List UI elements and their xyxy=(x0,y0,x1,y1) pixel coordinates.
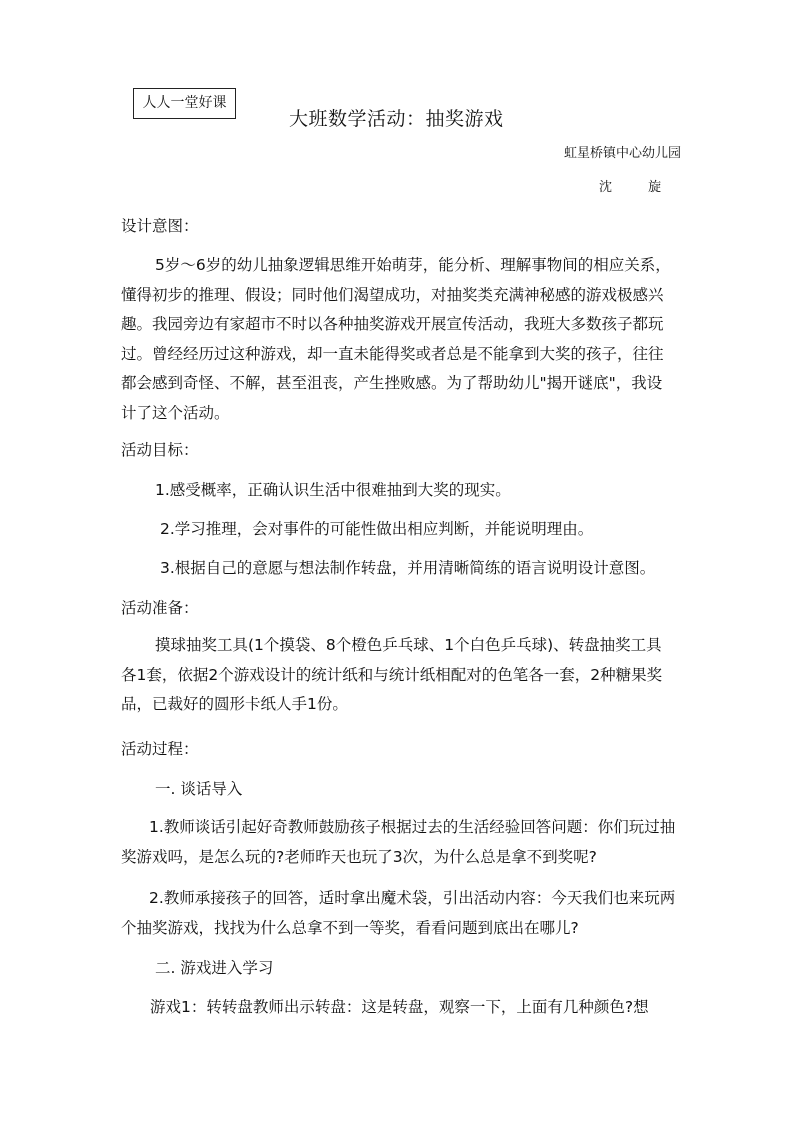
design-heading: 设计意图： xyxy=(121,217,199,235)
design-paragraph: 5岁～6岁的幼儿抽象逻辑思维开始萌芽，能分析、理解事物间的相应关系，懂得初步的推理、假设；同时他们渴望成功，对抽奖类充满神秘感的游戏极感兴趣。我园旁边有家超市不时以各种抽奖游戏开展宣传活动，我班大多数孩子都玩过。曾经经历过这种游戏，却一直未能得奖或者总是不能拿到大奖的孩子，往往都会感到奇怪、不解，甚至沮丧，产生挫败感。为了帮助幼儿"揭开谜底"，我设计了这个活动。 xyxy=(121,256,671,422)
game1-paragraph: 游戏1：转转盘教师出示转盘：这是转盘，观察一下，上面有几种颜色?想 xyxy=(150,998,649,1016)
author-name: 沈 旋 xyxy=(599,180,678,195)
label-box: 人人一堂好课 xyxy=(133,88,236,119)
section-heading-2: 二. 游戏进入学习 xyxy=(155,959,274,977)
goals-heading: 活动目标： xyxy=(121,441,199,459)
process-heading: 活动过程： xyxy=(121,740,199,758)
goal-item-1: 1.感受概率，正确认识生活中很难抽到大奖的现实。 xyxy=(155,481,511,499)
prep-heading: 活动准备： xyxy=(121,599,199,617)
goal-item-3: 3.根据自己的意愿与想法制作转盘，并用清晰简练的语言说明设计意图。 xyxy=(160,559,656,577)
school-name: 虹星桥镇中心幼儿园 xyxy=(564,146,682,161)
page-title: 大班数学活动：抽奖游戏 xyxy=(289,108,504,130)
process-paragraph-1: 1.教师谈话引起好奇教师鼓励孩子根据过去的生活经验回答问题：你们玩过抽奖游戏吗，是怎么玩的?老师昨天也玩了3次，为什么总是拿不到奖呢? xyxy=(121,818,676,866)
process-paragraph-2: 2.教师承接孩子的回答，适时拿出魔术袋，引出活动内容：今天我们也来玩两个抽奖游戏，找找为什么总拿不到一等奖，看看问题到底出在哪儿? xyxy=(121,889,676,937)
goal-item-2: 2.学习推理，会对事件的可能性做出相应判断，并能说明理由。 xyxy=(160,520,594,538)
prep-paragraph: 摸球抽奖工具(1个摸袋、8个橙色乒乓球、1个白色乒乓球)、转盘抽奖工具各1套，依据2个游戏设计的统计纸和与统计纸相配对的色笔各一套，2种糖果奖品，已裁好的圆形卡纸人手1份。 xyxy=(121,636,663,713)
section-heading-1: 一. 谈话导入 xyxy=(155,780,243,798)
